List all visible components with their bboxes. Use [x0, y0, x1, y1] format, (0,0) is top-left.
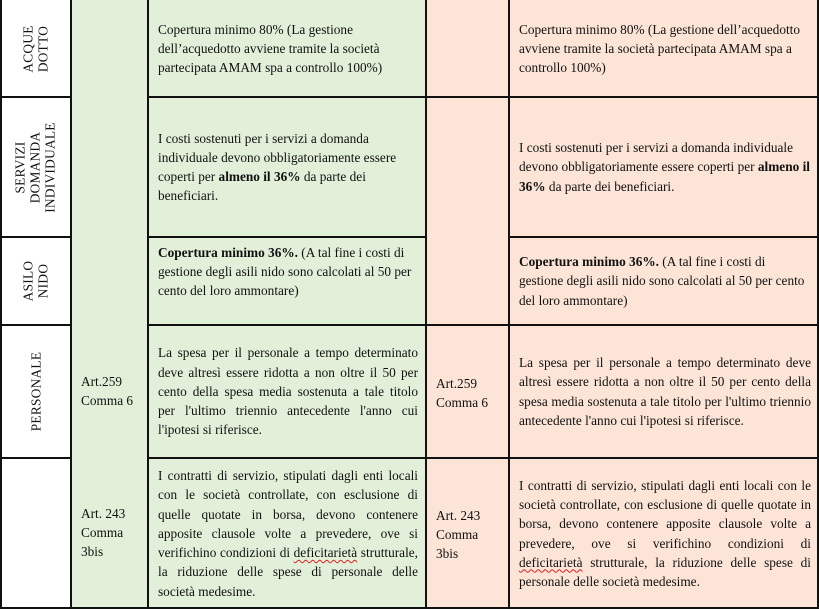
row-label-asilo: ASILO NIDO — [0, 237, 71, 325]
left-text-acquedotto: Copertura minimo 80% (La gestione dell’acquedotto avviene tramite la società partecipata AMAM spa a controllo 100%) — [148, 0, 426, 97]
left-article-contratti: Art. 243 Comma 3bis — [81, 506, 126, 559]
border-vertical — [425, 0, 427, 609]
left-article-personale: Art.259 Comma 6 — [81, 374, 134, 408]
row-label-personale: PERSONALE — [0, 325, 71, 458]
row-label-servizi: SERVIZI DOMANDA INDIVIDUALE — [0, 97, 71, 237]
right-article-contratti: Art. 243 Comma 3bis — [426, 458, 509, 609]
left-text-asilo: Copertura minimo 36%. (A tal fine i costi di gestione degli asili nido sono calcolati al 50 per cento del loro ammontare) — [148, 237, 426, 325]
left-text-servizi: I costi sostenuti per i servizi a domanda individuale devono obbligatoriamente essere coperti per almeno il 36% da parte dei beneficiari. — [148, 97, 426, 237]
row-label-acquedotto: ACQUE DOTTO — [0, 0, 71, 97]
right-text-personale: La spesa per il personale a tempo determinato deve altresì essere ridotta a non oltre il 50 per cento della spesa media sostenuta a tale titolo per l'ultimo triennio antecedente l'anno cui l'ipotesi si riferisce. — [509, 325, 819, 458]
border-horizontal — [147, 96, 819, 98]
border-horizontal — [147, 457, 819, 459]
border-horizontal — [147, 324, 819, 326]
right-article-personale: Art.259 Comma 6 — [426, 325, 509, 458]
spellcheck-flagged-word[interactable]: deficitarietà — [519, 554, 583, 570]
border-vertical — [70, 0, 72, 609]
border-vertical — [508, 0, 510, 609]
border-vertical — [0, 0, 2, 609]
right-text-acquedotto: Copertura minimo 80% (La gestione dell’acquedotto avviene tramite la società partecipata AMAM spa a controllo 100%) — [509, 0, 819, 97]
right-text-servizi: I costi sostenuti per i servizi a domanda individuale devono obbligatoriamente essere coperti per almeno il 36% da parte dei beneficiari. — [509, 97, 819, 237]
border-horizontal — [508, 236, 819, 238]
right-article-servizi-asilo — [426, 97, 509, 325]
border-horizontal — [0, 324, 72, 326]
row-label-contratti — [0, 458, 71, 609]
right-article-acquedotto — [426, 0, 509, 97]
border-horizontal — [147, 236, 427, 238]
border-horizontal — [0, 236, 72, 238]
border-vertical — [147, 0, 149, 609]
left-text-contratti: I contratti di servizio, stipulati dagli enti locali con le società controllate, con esclusione di quelle quotate in borsa, devono contenere apposite clausole volte a prevedere, ove si verifichino condizioni di deficitarietà strutturale, la riduzione delle spese di personale delle società medesime. — [148, 458, 426, 609]
spellcheck-flagged-word[interactable]: deficitarietà — [293, 545, 358, 561]
border-horizontal — [0, 96, 72, 98]
left-text-personale: La spesa per il personale a tempo determinato deve altresì essere ridotta a non oltre il 50 per cento della spesa media sostenuta a tale titolo per l'ultimo triennio antecedente l'anno cui l'ipotesi si riferisce. — [148, 325, 426, 458]
border-horizontal — [0, 457, 72, 459]
right-text-contratti: I contratti di servizio, stipulati dagli enti locali con le società controllate, con esclusione di quelle quotate in borsa, devono contenere apposite clausole volte a prevedere, ove si verifichino condizioni di deficitarietà strutturale, la riduzione delle spese di personale delle società medesime. — [509, 458, 819, 609]
right-text-asilo: Copertura minimo 36%. (A tal fine i costi di gestione degli asili nido sono calcolati al 50 per cento del loro ammontare) — [509, 237, 819, 325]
